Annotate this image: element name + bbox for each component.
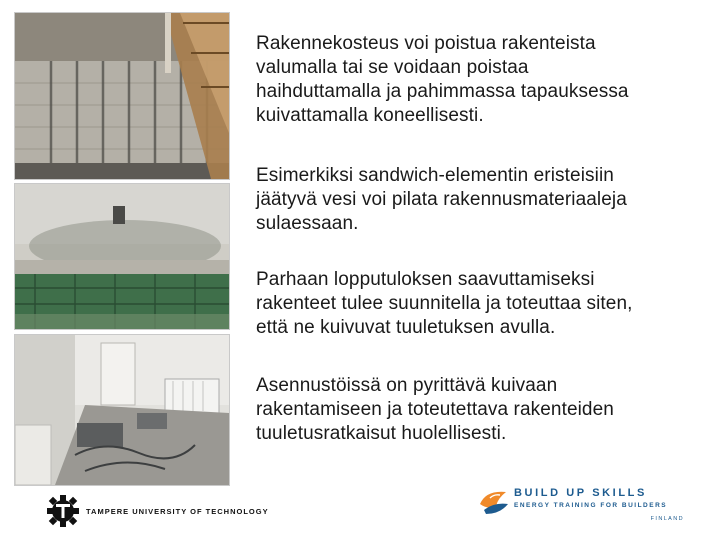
photo-sandwich-element-wall [14,183,230,330]
photo-interior-renovation [14,334,230,486]
text-line: Asennustöissä on pyrittävä kuivaan [256,375,558,396]
gear-icon [46,494,80,528]
university-name: TAMPERE UNIVERSITY OF TECHNOLOGY [86,506,269,516]
text-line: Parhaan lopputuloksen saavuttamiseksi [256,269,595,290]
text-line: rakenteet tulee suunnitella ja toteuttaa siten, [256,293,633,314]
build-up-skills-title: BUILD UP SKILLS [514,487,647,499]
text-line: Esimerkiksi sandwich-elementin eristeisiin [256,165,614,186]
university-logo [46,494,269,528]
text-line: jäätyvä vesi voi pilata rakennusmateriaaleja [256,189,627,210]
photo-concrete-wall-with-stairs [14,12,230,180]
build-up-skills-country: FINLAND [650,516,684,522]
concrete-wall-image [15,13,229,179]
text-line: rakentamiseen ja toteutettava rakenteiden [256,399,614,420]
build-up-skills-tagline: ENERGY TRAINING FOR BUILDERS [514,502,668,509]
leaf-flame-icon [476,484,512,520]
text-line: kuivattamalla koneellisesti. [256,105,484,126]
paragraph-moisture-removal [256,32,701,128]
text-line: Rakennekosteus voi poistua rakenteista [256,33,596,54]
text-line: että ne kuivuvat tuuletuksen avulla. [256,317,556,338]
text-line: tuuletusratkaisut huolellisesti. [256,423,507,444]
text-line: valumalla tai se voidaan poistaa [256,57,529,78]
text-line: haihduttamalla ja pahimmassa tapauksessa [256,81,629,102]
paragraph-sandwich-element [256,164,701,236]
paragraph-design-ventilation [256,268,701,340]
text-line: sulaessaan. [256,213,359,234]
sandwich-element-image [15,184,229,329]
build-up-skills-logo [476,482,688,528]
interior-renovation-image [15,335,229,485]
paragraph-installation-work [256,374,701,446]
